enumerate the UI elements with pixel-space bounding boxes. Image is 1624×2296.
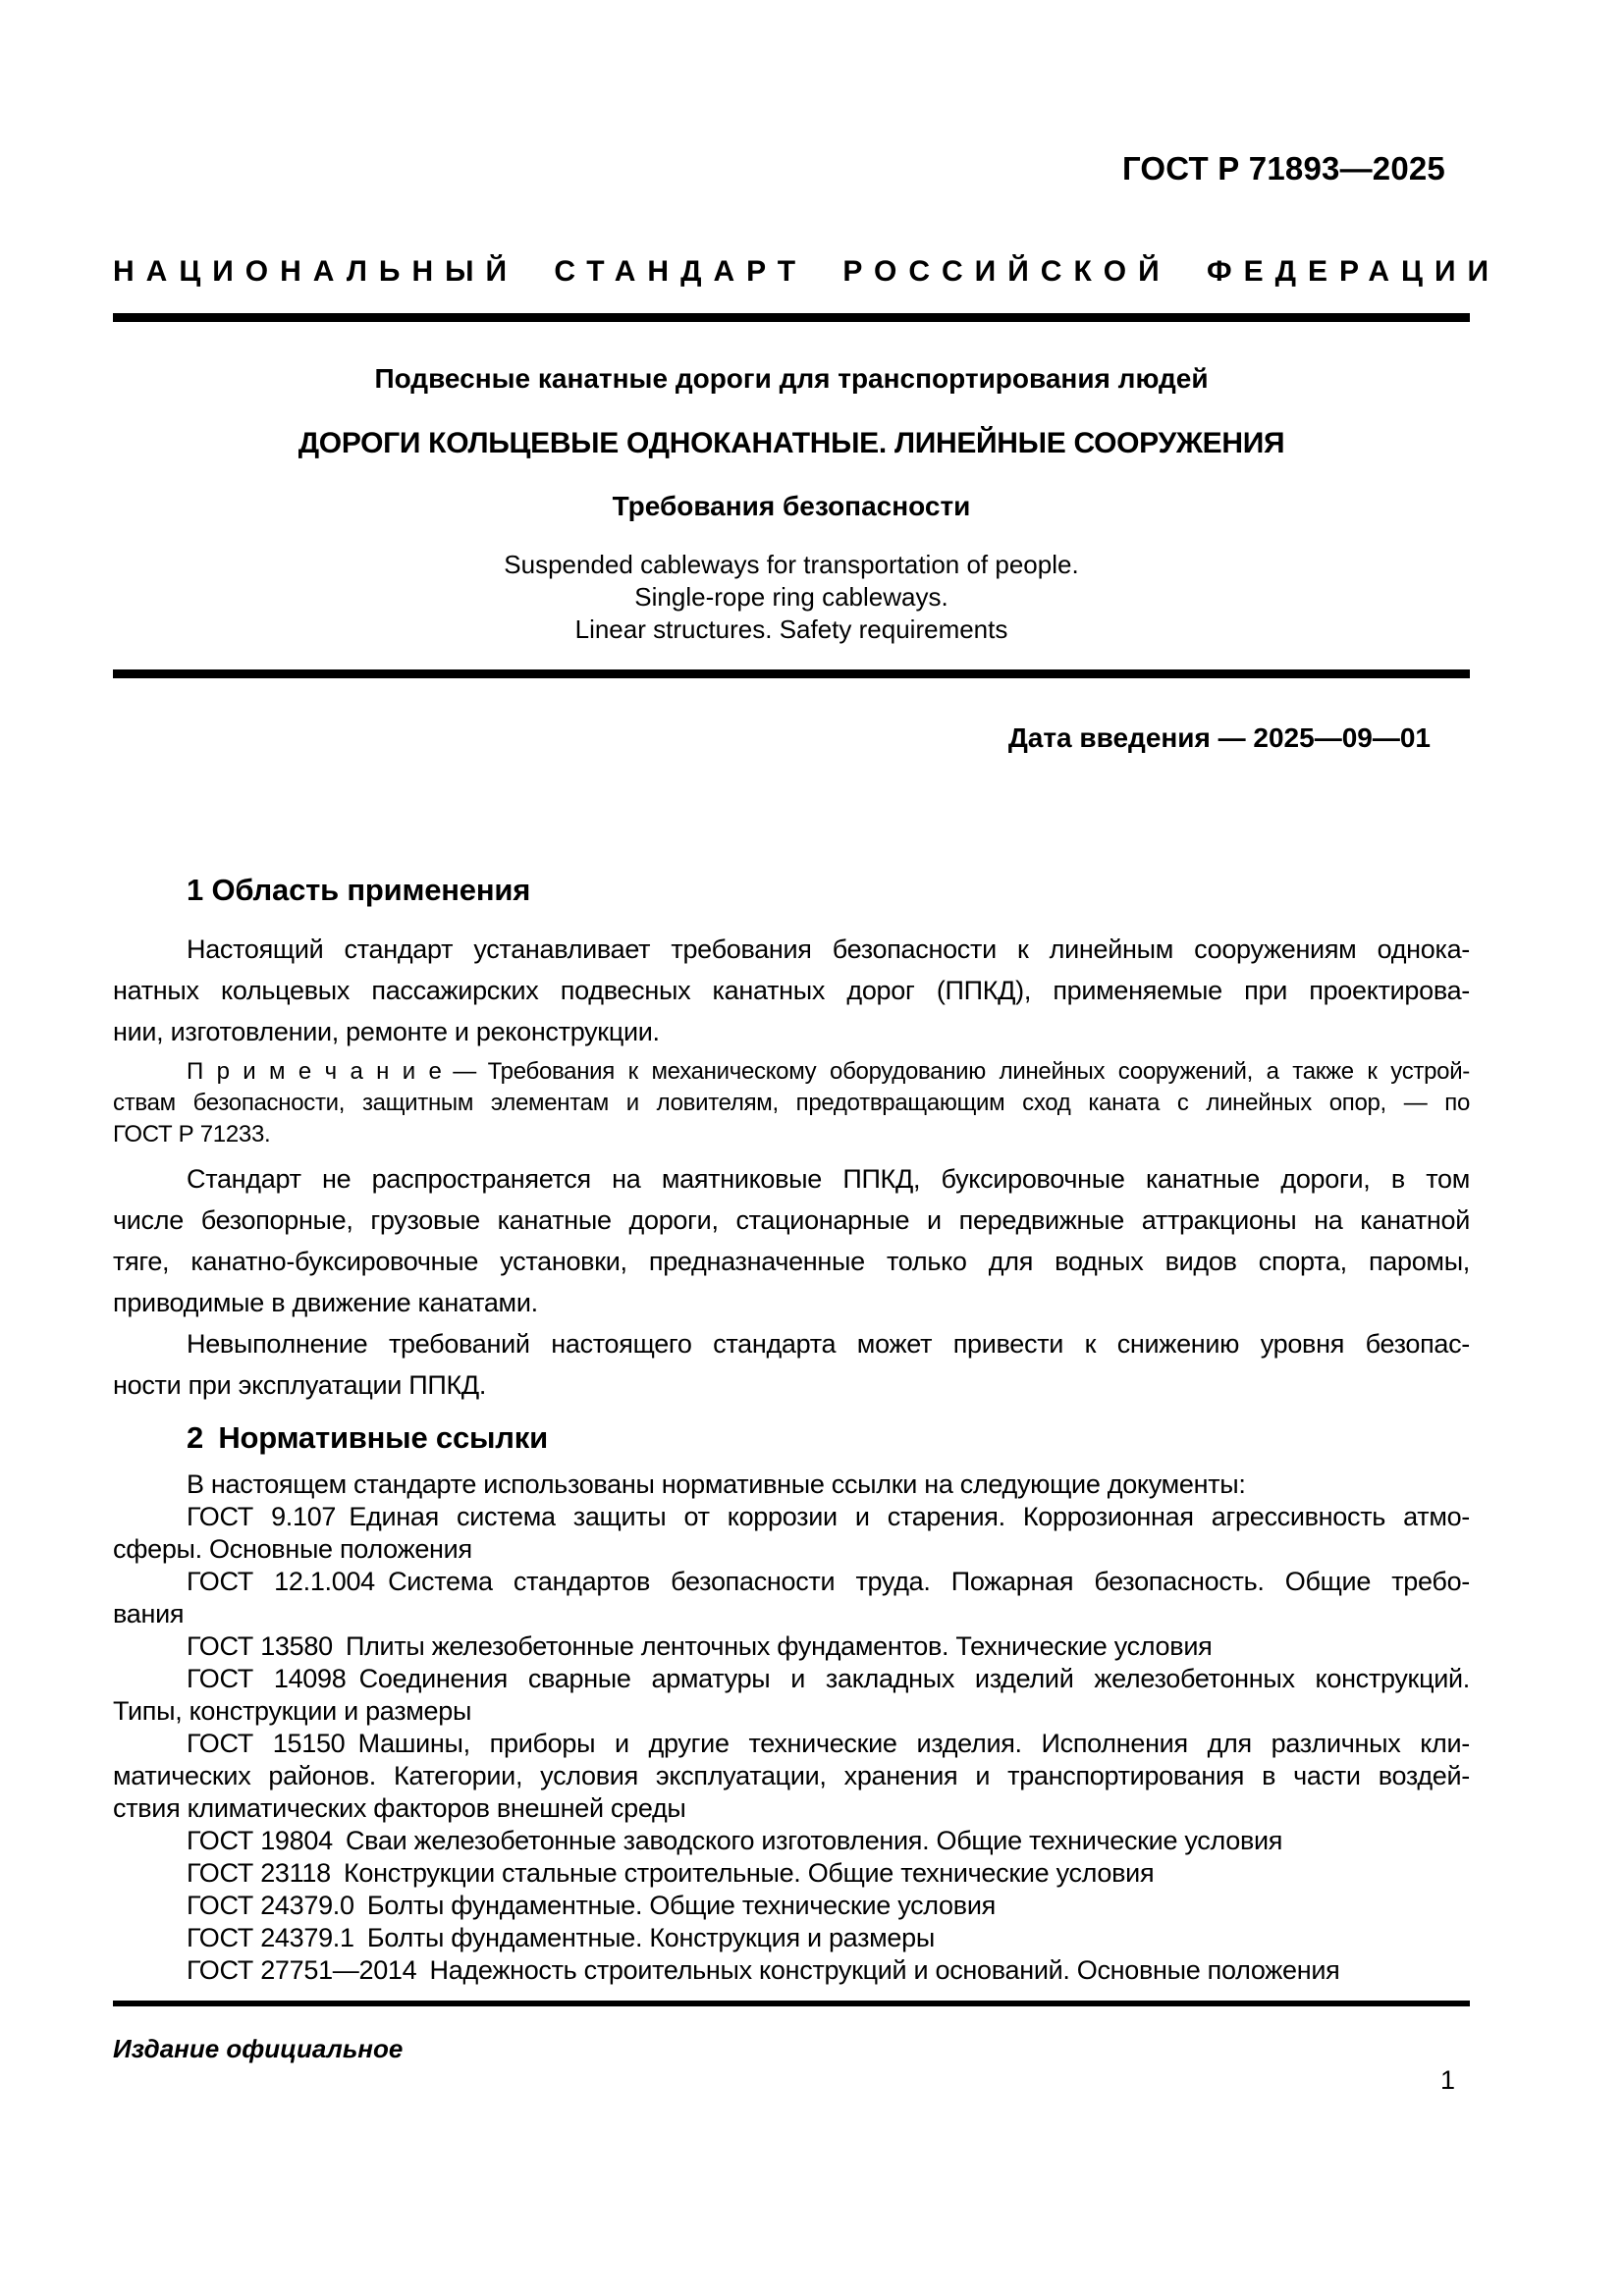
- page-number: 1: [1439, 2065, 1455, 2095]
- reference-line: ГОСТ 9.107 Единая система защиты от коррозии и старения. Коррозионная агрессивность атмо-: [187, 1502, 1470, 1531]
- paragraph-line: ности при эксплуатации ППКД.: [113, 1370, 487, 1400]
- reference-line: ГОСТ 23118 Конструкции стальные строительные. Общие технические условия: [187, 1858, 1155, 1888]
- reference-line: ГОСТ 24379.0 Болты фундаментные. Общие технические условия: [187, 1891, 996, 1920]
- doc-code: ГОСТ Р 71893—2025: [1121, 150, 1445, 187]
- noncompliance-paragraph: [113, 1323, 1470, 1406]
- reference-item: [113, 1663, 1470, 1728]
- header-rule: [113, 313, 1470, 322]
- reference-line: ГОСТ 19804 Сваи железобетонные заводского изготовления. Общие технические условия: [187, 1826, 1283, 1855]
- paragraph-line: приводимые в движение канатами.: [113, 1288, 538, 1317]
- note-paragraph: [113, 1056, 1470, 1150]
- paragraph-line: нии, изготовлении, ремонте и реконструкции.: [113, 1017, 660, 1046]
- english-title-line: Linear structures. Safety requirements: [574, 614, 1008, 644]
- footer-rule: [113, 2001, 1470, 2006]
- note-line: П р и м е ч а н и е — Требования к механическому оборудованию линейных сооружений, а также к устрой-: [187, 1058, 1470, 1085]
- english-title-line: Suspended cableways for transportation of people.: [504, 550, 1079, 579]
- references-intro: [113, 1468, 1470, 1501]
- reference-item: [113, 1954, 1470, 1987]
- paragraph-line: тяге, канатно-буксировочные установки, предназначенные только для водных видов спорта, паромы,: [113, 1247, 1470, 1276]
- subtitle: Требования безопасности: [612, 491, 971, 521]
- reference-line: ГОСТ 15150 Машины, приборы и другие технические изделия. Исполнения для различных кли-: [187, 1729, 1470, 1758]
- reference-line: ГОСТ 27751—2014 Надежность строительных конструкций и оснований. Основные положения: [187, 1955, 1340, 1985]
- reference-item: [113, 1825, 1470, 1857]
- reference-line: сферы. Основные положения: [113, 1534, 472, 1564]
- effective-date: Дата введения — 2025—09—01: [1007, 722, 1431, 753]
- national-standard-banner: НАЦИОНАЛЬНЫЙ СТАНДАРТ РОССИЙСКОЙ ФЕДЕРАЦИИ: [113, 255, 1501, 288]
- main-title: ДОРОГИ КОЛЬЦЕВЫЕ ОДНОКАНАТНЫЕ. ЛИНЕЙНЫЕ СООРУЖЕНИЯ: [298, 427, 1285, 459]
- reference-line: вания: [113, 1599, 185, 1629]
- paragraph-line: В настоящем стандарте использованы нормативные ссылки на следующие документы:: [187, 1469, 1246, 1499]
- exclusions-paragraph: [113, 1158, 1470, 1323]
- section-2-heading: 2 Нормативные ссылки: [187, 1420, 548, 1455]
- reference-item: [113, 1728, 1470, 1825]
- reference-line: ГОСТ 12.1.004 Система стандартов безопасности труда. Пожарная безопасность. Общие требо-: [187, 1567, 1470, 1596]
- paragraph-line: числе безопорные, грузовые канатные дороги, стационарные и передвижные аттракционы на канатной: [113, 1205, 1470, 1235]
- note-line: ГОСТ Р 71233.: [113, 1121, 271, 1148]
- paragraph-line: натных кольцевых пассажирских подвесных канатных дорог (ППКД), применяемые при проектирова-: [113, 976, 1470, 1005]
- reference-line: ГОСТ 14098 Соединения сварные арматуры и закладных изделий железобетонных конструкций.: [187, 1664, 1470, 1693]
- paragraph-line: Стандарт не распространяется на маятниковые ППКД, буксировочные канатные дороги, в том: [187, 1164, 1470, 1194]
- edition-note: Издание официальное: [113, 2034, 404, 2063]
- paragraph-line: Невыполнение требований настоящего стандарта может привести к снижению уровня безопас-: [187, 1329, 1470, 1359]
- english-title: [113, 549, 1470, 646]
- english-title-line: Single-rope ring cableways.: [634, 582, 948, 612]
- reference-line: Типы, конструкции и размеры: [113, 1696, 472, 1726]
- section-1-heading: 1 Область применения: [187, 873, 531, 907]
- divider-rule: [113, 669, 1470, 678]
- reference-line: матических районов. Категории, условия эксплуатации, хранения и транспортирования в части воздей-: [113, 1761, 1470, 1790]
- scope-paragraph: [113, 929, 1470, 1052]
- reference-item: [113, 1501, 1470, 1566]
- note-line: ствам безопасности, защитным элементам и ловителям, предотвращающим сход каната с линейных опор, — по: [113, 1090, 1470, 1116]
- reference-item: [113, 1890, 1470, 1922]
- reference-item: [113, 1630, 1470, 1663]
- subject-title: Подвесные канатные дороги для транспортирования людей: [374, 363, 1209, 394]
- reference-item: [113, 1922, 1470, 1954]
- reference-item: [113, 1857, 1470, 1890]
- reference-line: ГОСТ 13580 Плиты железобетонные ленточных фундаментов. Технические условия: [187, 1631, 1213, 1661]
- paragraph-line: Настоящий стандарт устанавливает требования безопасности к линейным сооружениям однока-: [187, 934, 1470, 964]
- reference-item: [113, 1566, 1470, 1630]
- reference-line: ствия климатических факторов внешней среды: [113, 1793, 686, 1823]
- reference-line: ГОСТ 24379.1 Болты фундаментные. Конструкция и размеры: [187, 1923, 935, 1952]
